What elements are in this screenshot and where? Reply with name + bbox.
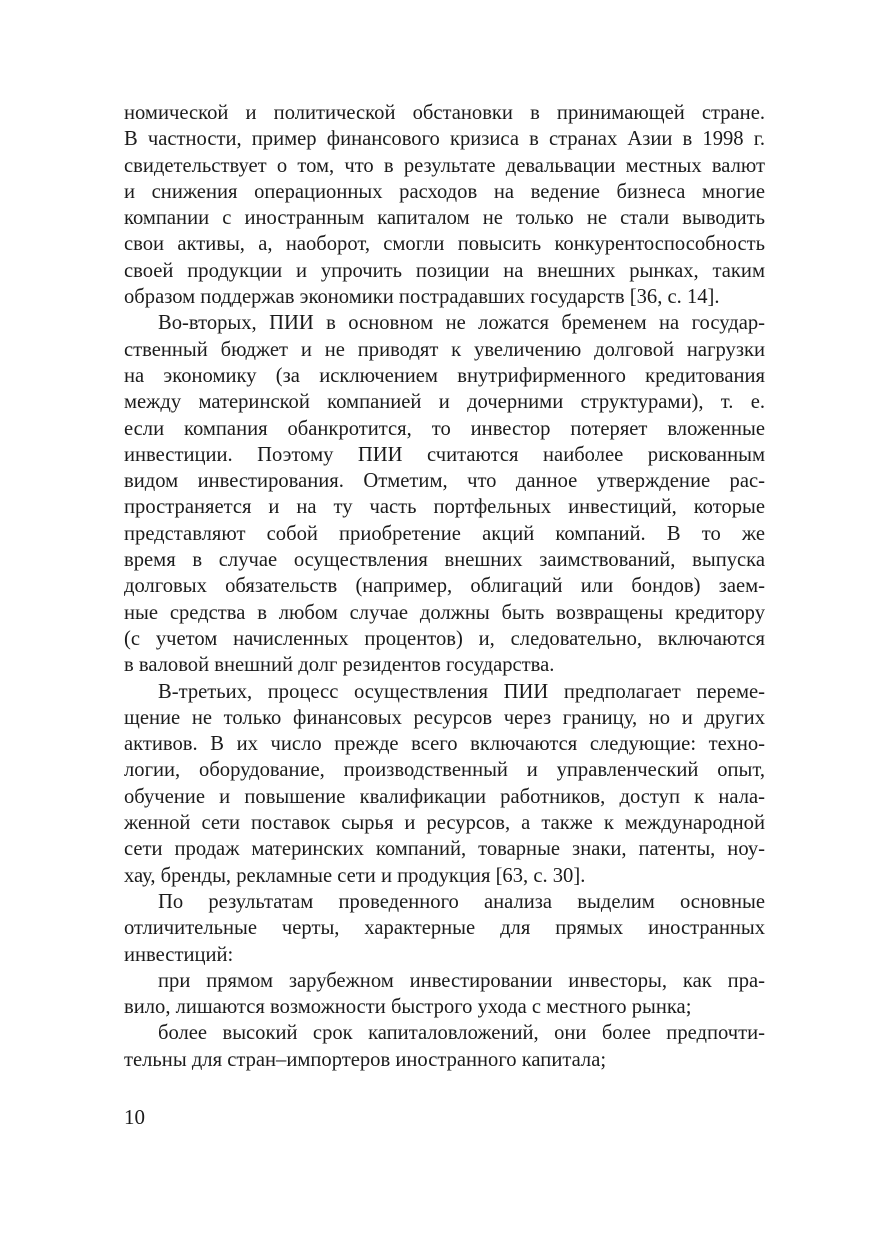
text-line: представляют собой приобретение акций компаний. В то же	[124, 522, 765, 545]
text-line: обучение и повышение квалификации работников, доступ к нала-	[124, 785, 765, 808]
text-line: и снижения операционных расходов на ведение бизнеса многие	[124, 180, 765, 203]
text-line: компании с иностранным капиталом не только не стали выводить	[124, 207, 765, 230]
text-line: пространяется и на ту часть портфельных инвестиций, которые	[124, 496, 765, 519]
text-line: более высокий срок капиталовложений, они более предпочти-	[158, 1022, 765, 1045]
text-line: тельны для стран–импортеров иностранного капитала;	[124, 1048, 607, 1071]
text-line: Во-вторых, ПИИ в основном не ложатся бременем на государ-	[158, 312, 765, 335]
page-number: 10	[124, 1105, 145, 1129]
text-line: свидетельствует о том, что в результате девальвации местных валют	[124, 154, 765, 177]
text-line: (с учетом начисленных процентов) и, следовательно, включаются	[124, 627, 765, 650]
text-line: В частности, пример финансового кризиса в странах Азии в 1998 г.	[124, 128, 765, 151]
text-line: В-третьих, процесс осуществления ПИИ предполагает переме-	[158, 680, 765, 703]
text-line: при прямом зарубежном инвестировании инвесторы, как пра-	[158, 969, 765, 992]
text-line: между материнской компанией и дочерними структурами), т. е.	[124, 391, 765, 414]
text-line: ственный бюджет и не приводят к увеличению долговой нагрузки	[124, 338, 765, 361]
text-line: отличительные черты, характерные для прямых иностранных	[124, 917, 765, 940]
paragraph-analysis-summary	[124, 889, 765, 968]
page-body	[124, 100, 765, 1073]
text-line: инвестиций:	[124, 943, 234, 966]
text-line: щение не только финансовых ресурсов через границу, но и других	[124, 706, 765, 729]
text-line: ные средства в любом случае должны быть возвращены кредитору	[124, 601, 765, 624]
text-line: женной сети поставок сырья и ресурсов, а также к международной	[124, 812, 765, 835]
text-line: вило, лишаются возможности быстрого ухода с местного рынка;	[124, 996, 692, 1019]
text-line: время в случае осуществления внешних заимствований, выпуска	[124, 549, 765, 572]
paragraph-third-point	[124, 679, 765, 889]
text-line: образом поддержав экономики пострадавших государств [36, с. 14].	[124, 286, 720, 309]
text-line: По результатам проведенного анализа выделим основные	[158, 890, 765, 913]
text-line: в валовой внешний долг резидентов государства.	[124, 654, 555, 677]
text-line: видом инвестирования. Отметим, что данное утверждение рас-	[124, 470, 765, 493]
text-line: сети продаж материнских компаний, товарные знаки, патенты, ноу-	[124, 838, 765, 861]
paragraph-crisis-example	[124, 100, 765, 310]
text-line: своей продукции и упрочить позиции на внешних рынках, таким	[124, 259, 765, 282]
text-line: на экономику (за исключением внутрифирменного кредитования	[124, 364, 765, 387]
text-line: долговых обязательств (например, облигаций или бондов) заем-	[124, 575, 765, 598]
list-item-investment-term	[124, 1020, 765, 1073]
text-line: номической и политической обстановки в принимающей стране.	[124, 102, 765, 124]
text-line: логии, оборудование, производственный и управленческий опыт,	[124, 759, 765, 782]
text-line: инвестиции. Поэтому ПИИ считаются наиболее рискованным	[124, 443, 765, 466]
list-item-market-exit	[124, 968, 765, 1021]
text-line: активов. В их число прежде всего включаются следующие: техно-	[124, 733, 765, 756]
text-line: хау, бренды, рекламные сети и продукция [63, с. 30].	[124, 864, 586, 887]
paragraph-second-point	[124, 310, 765, 678]
text-line: свои активы, а, наоборот, смогли повысить конкурентоспособность	[124, 233, 765, 256]
text-line: если компания обанкротится, то инвестор потеряет вложенные	[124, 417, 765, 440]
